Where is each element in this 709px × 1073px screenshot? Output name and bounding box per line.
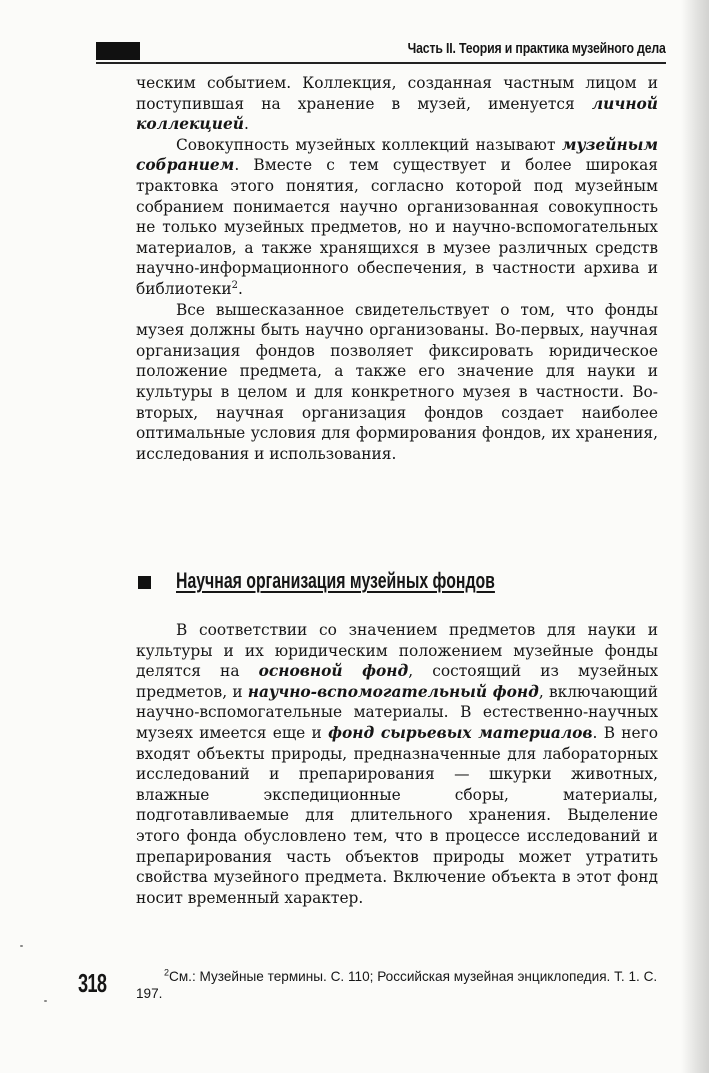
footnote-text: См.: Музейные термины. С. 110; Российская музейная энциклопедия. Т. 1. С. 197. bbox=[136, 969, 658, 1001]
text-run: . bbox=[237, 279, 243, 298]
header-rule bbox=[96, 62, 666, 64]
text-run: . Вместе с тем существует и более широкая трактовка этого понятия, согласно которой под музейным собранием понимается научно организованная совокупность не только музейных предметов, но и научно-вспомогательных материалов, а также хранящихся в музее различных средств научно-информационного обеспечения, в частности архива и библиотеки bbox=[136, 156, 658, 298]
term-emphasis: научно-вспомогательный фонд bbox=[247, 682, 539, 701]
running-head: Часть II. Теория и практика музейного дела bbox=[407, 40, 666, 57]
footnote bbox=[136, 968, 658, 1002]
footnote-marker: 2 bbox=[164, 967, 170, 978]
header-marker-block bbox=[96, 42, 140, 60]
text-run: , состоящий из музейных предметов, и bbox=[136, 662, 658, 701]
text-run: Все вышесказанное свидетельствует о том, что фонды музея должны быть научно организованы. Во-первых, научная организация фондов позволяет фиксировать юридическое положение предмета, а также его значение для науки и культуры в целом и для конкретного музея в частности. Во-вторых, научная организация фондов создает наиболее оптимальные условия для формирования фондов, их хранения, исследования и использования. bbox=[136, 300, 658, 463]
page-number: 318 bbox=[78, 968, 107, 998]
section-heading bbox=[136, 566, 658, 596]
text-run: В соответствии со значением предметов для науки и культуры и их юридическим положением музейные фонды делятся на bbox=[136, 621, 658, 681]
page-gutter-shade bbox=[681, 0, 709, 1073]
section-bullet-square bbox=[138, 576, 151, 589]
footnote-reference: 2 bbox=[231, 279, 238, 291]
term-emphasis: основной фонд bbox=[258, 662, 409, 681]
text-run: ческим событием. Коллекция, созданная частным лицом и поступившая на хранение в музей, именуется bbox=[136, 74, 658, 113]
section-title: Научная организация музейных фондов bbox=[176, 568, 495, 593]
body-text-bottom bbox=[136, 620, 658, 908]
paragraph bbox=[136, 135, 658, 300]
body-text-top bbox=[136, 73, 658, 464]
text-run: , включающий научно-вспомогательные материалы. В естественно-научных музеях имеется еще и bbox=[136, 682, 658, 742]
term-emphasis: личной коллекцией bbox=[136, 94, 658, 134]
paragraph bbox=[136, 620, 658, 908]
scan-speck bbox=[20, 945, 23, 947]
text-run: . bbox=[243, 115, 249, 134]
term-emphasis: фонд сырьевых материалов bbox=[328, 723, 593, 742]
paragraph bbox=[136, 73, 658, 135]
paragraph bbox=[136, 300, 658, 465]
page-header bbox=[96, 40, 666, 64]
scan-speck bbox=[44, 1000, 47, 1002]
text-run: Совокупность музейных коллекций называют bbox=[176, 135, 562, 154]
term-emphasis: музейным собранием bbox=[136, 135, 658, 175]
text-run: . В него входят объекты природы, предназначенные для лабораторных исследований и препарирования — шкурки животных, влажные экспедиционные сборы, материалы, подготавливаемые для длительного хранения. Выделение этого фонда обусловлено тем, что в процессе исследований и препарирования часть объектов природы может утратить свойства музейного предмета. Включение объекта в этот фонд носит временный характер. bbox=[136, 723, 658, 907]
